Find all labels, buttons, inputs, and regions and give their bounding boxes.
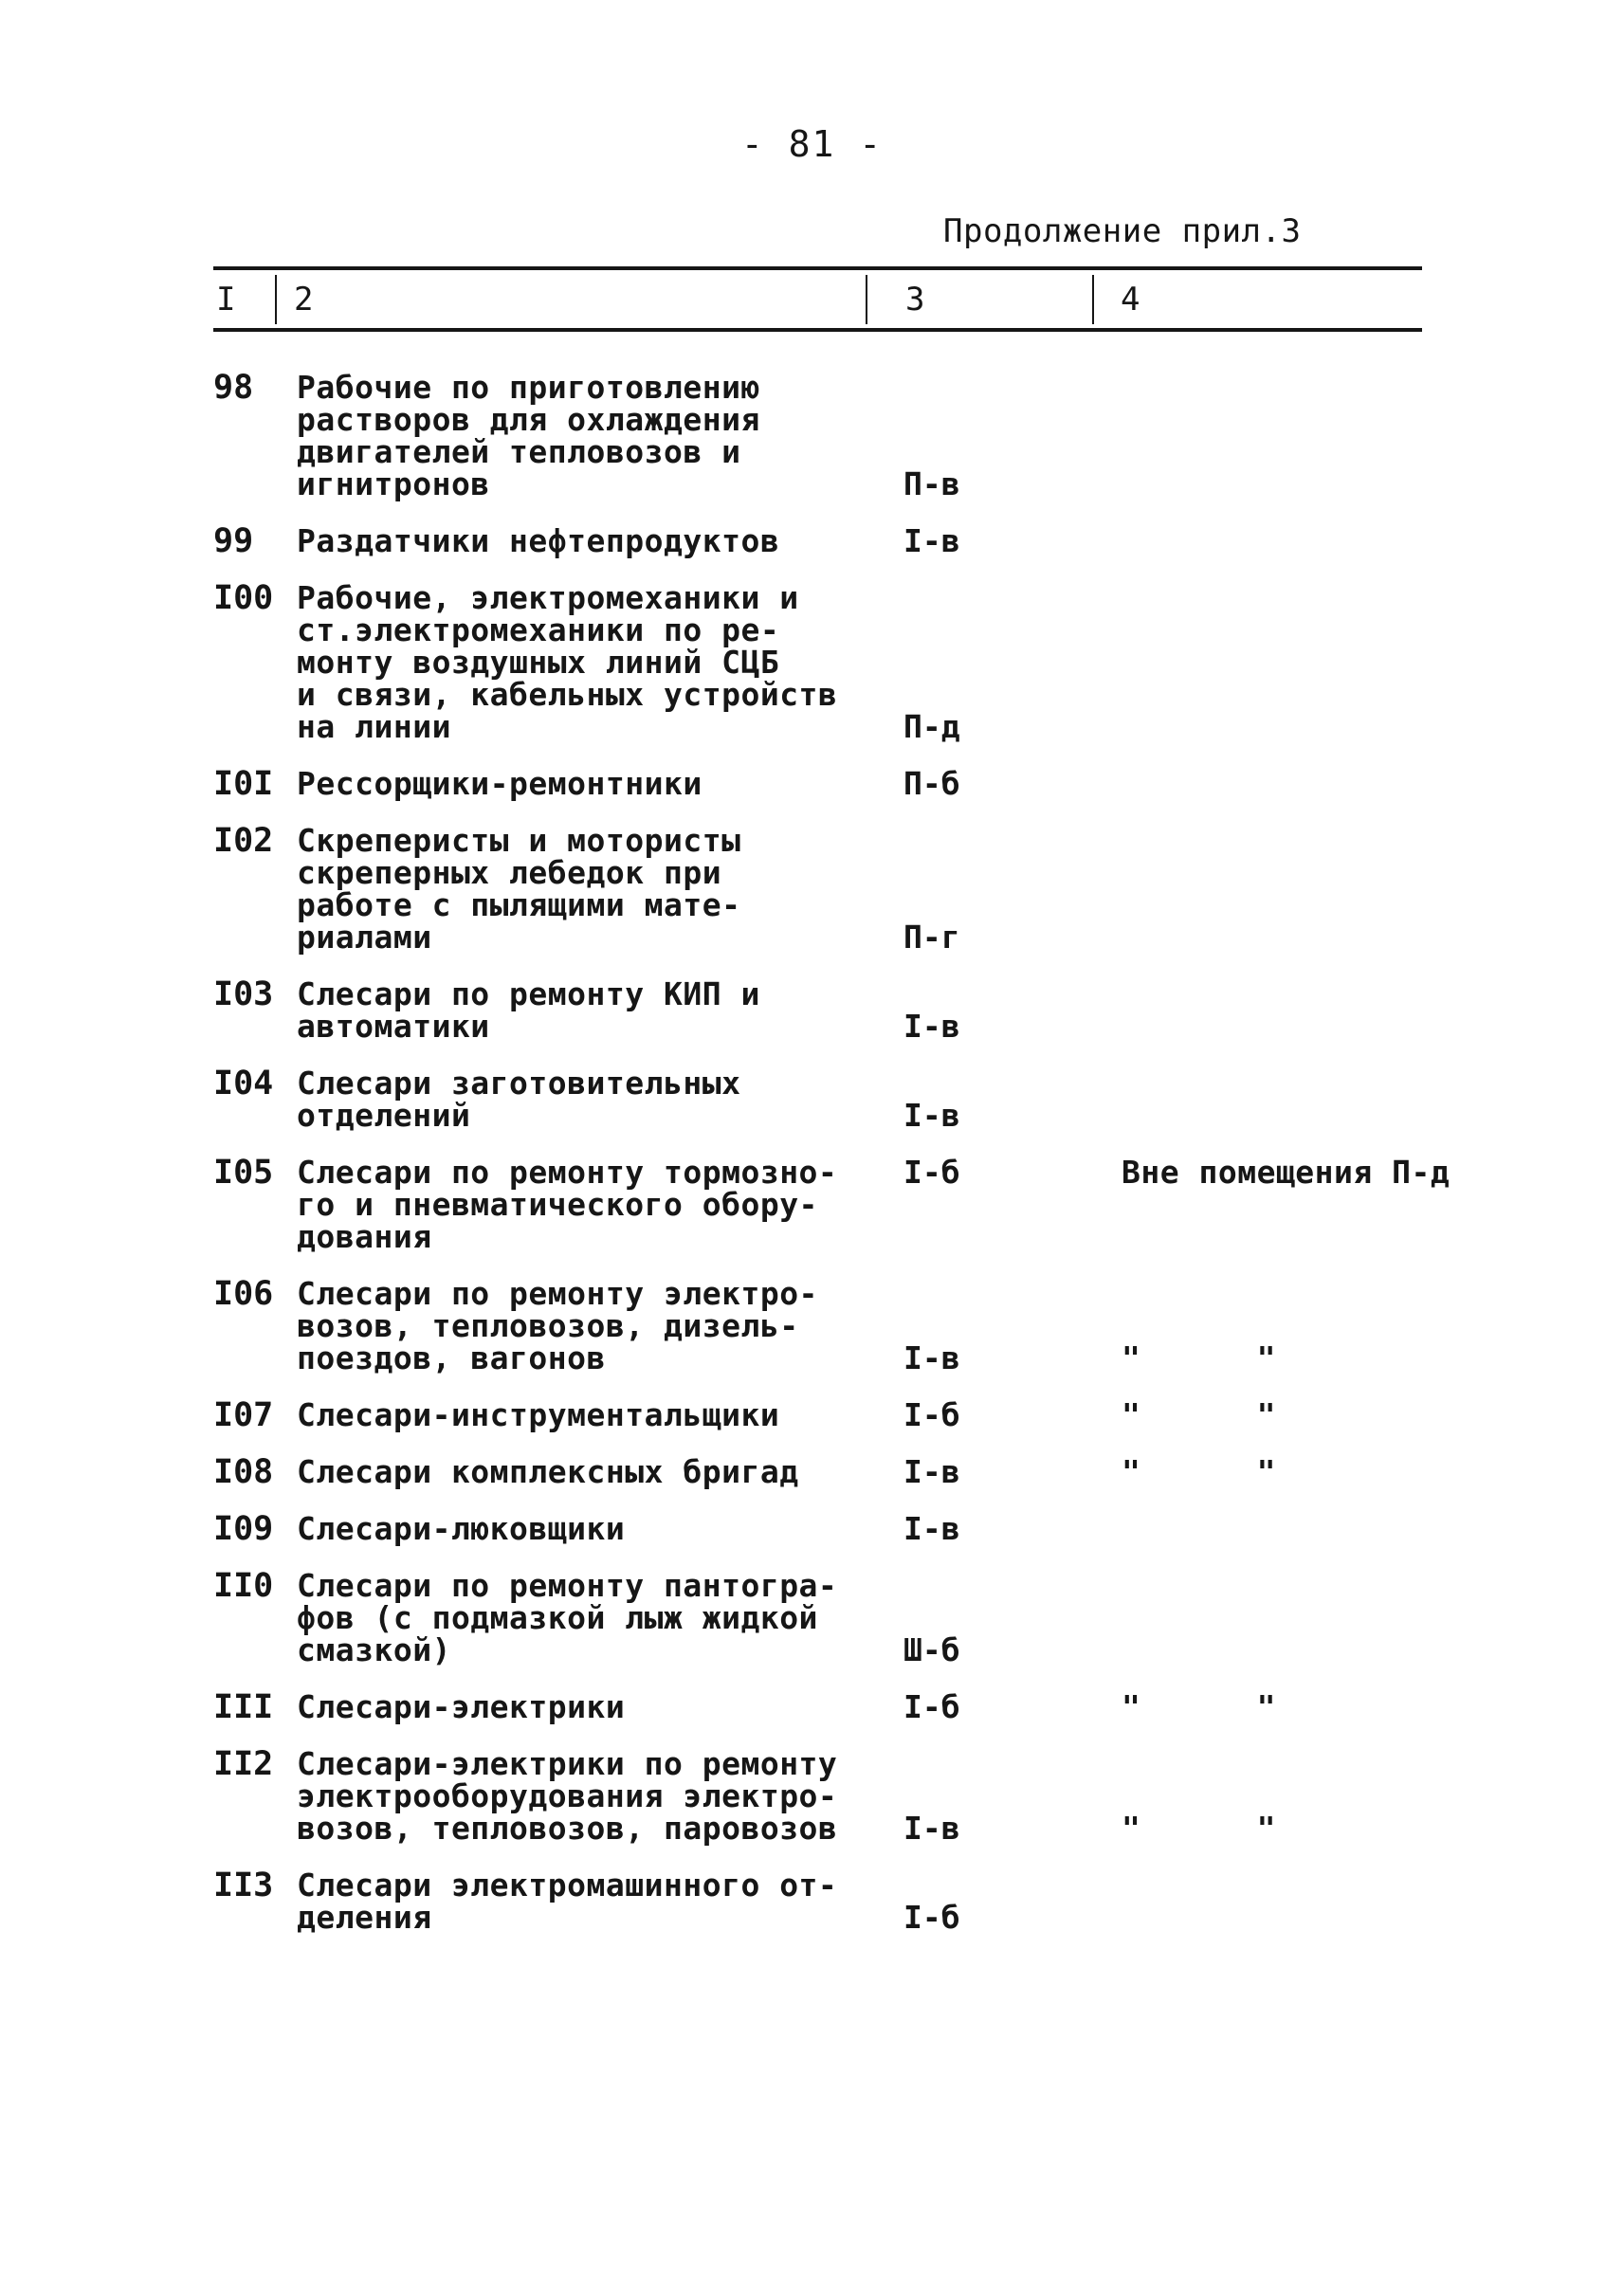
continuation-caption: Продолжение прил.3: [943, 212, 1302, 250]
row-occupation: Слесари по ремонту пантогра- фов (с подмазкой лыж жидкой смазкой): [297, 1567, 838, 1668]
row-number: I03: [213, 975, 274, 1013]
row-category: I-в: [903, 1510, 960, 1547]
table-row: [213, 822, 1465, 956]
row-note: " ": [1122, 1688, 1276, 1725]
row-occupation: Скреперисты и мотористы скреперных лебедок при работе с пылящими мате- риалами: [297, 822, 741, 956]
row-category: I-б: [903, 1396, 960, 1433]
header-divider-2: [866, 275, 867, 324]
row-occupation: Слесари по ремонту тормозно- го и пневматического обору- дования: [297, 1154, 838, 1255]
table-row: [213, 765, 1465, 803]
row-occupation: Слесари заготовительных отделений: [297, 1065, 741, 1134]
row-category: I-в: [903, 1008, 960, 1045]
row-category: I-в: [903, 1453, 960, 1490]
row-number: II0: [213, 1567, 274, 1605]
row-category: Ш-б: [903, 1631, 960, 1668]
row-category: I-б: [903, 1899, 960, 1936]
row-category: I-в: [903, 522, 960, 559]
column-header-2: 2: [294, 281, 314, 319]
table-row: [213, 579, 1465, 745]
row-number: I09: [213, 1510, 274, 1548]
row-number: I06: [213, 1275, 274, 1313]
row-note: Вне помещения П-д: [1122, 1154, 1451, 1191]
row-occupation: Рабочие по приготовлению растворов для охлаждения двигателей тепловозов и игнитронов: [297, 369, 760, 502]
row-category: I-в: [903, 1810, 960, 1847]
row-number: I07: [213, 1396, 274, 1434]
row-category: I-б: [903, 1688, 960, 1725]
column-header-4: 4: [1121, 281, 1140, 319]
row-occupation: Слесари электромашинного от- деления: [297, 1867, 838, 1936]
table-row: [213, 1067, 1465, 1132]
row-occupation: Слесари по ремонту электро- возов, тепловозов, дизель- поездов, вагонов: [297, 1275, 818, 1376]
row-number: I05: [213, 1154, 274, 1192]
row-note: " ": [1122, 1453, 1276, 1490]
row-number: 98: [213, 369, 254, 407]
row-number: I00: [213, 579, 274, 617]
table-header-bottom-rule: [213, 328, 1422, 332]
row-occupation: Слесари-электрики по ремонту электрооборудования электро- возов, тепловозов, паровозов: [297, 1745, 838, 1847]
row-category: I-б: [903, 1154, 960, 1191]
table-top-rule: [213, 266, 1422, 270]
table-row: [213, 1869, 1465, 1934]
table-body: [213, 369, 1465, 1958]
column-header-3: 3: [905, 281, 925, 319]
row-number: I0I: [213, 765, 274, 803]
row-number: II3: [213, 1867, 274, 1904]
row-note: " ": [1122, 1810, 1276, 1847]
row-number: III: [213, 1688, 274, 1726]
table-row: [213, 522, 1465, 560]
row-occupation: Слесари-инструментальщики: [297, 1396, 780, 1433]
row-occupation: Рабочие, электромеханики и ст.электромеханики по ре- монту воздушных линий СЦБ и связи, кабельных устройств на линии: [297, 579, 838, 745]
column-header-1: I: [216, 281, 236, 319]
header-divider-3: [1092, 275, 1094, 324]
table-row: [213, 369, 1465, 502]
header-divider-1: [275, 275, 277, 324]
table-row: [213, 1745, 1465, 1847]
row-occupation: Слесари по ремонту КИП и автоматики: [297, 975, 760, 1045]
table-row: [213, 1567, 1465, 1668]
table-row: [213, 975, 1465, 1045]
page-number: - 81 -: [740, 123, 884, 165]
table-row: [213, 1510, 1465, 1548]
row-category: П-г: [903, 919, 960, 956]
table-row: [213, 1688, 1465, 1726]
table-row: [213, 1154, 1465, 1255]
row-note: " ": [1122, 1339, 1276, 1376]
row-number: II2: [213, 1745, 274, 1783]
row-number: I08: [213, 1453, 274, 1491]
row-category: П-в: [903, 465, 960, 502]
row-occupation: Рессорщики-ремонтники: [297, 765, 703, 802]
row-number: I02: [213, 822, 274, 860]
table-row: [213, 1453, 1465, 1491]
row-occupation: Слесари-люковщики: [297, 1510, 626, 1547]
table-row: [213, 1275, 1465, 1376]
row-note: " ": [1122, 1396, 1276, 1433]
row-occupation: Слесари комплексных бригад: [297, 1453, 799, 1490]
row-category: I-в: [903, 1339, 960, 1376]
row-occupation: Слесари-электрики: [297, 1688, 626, 1725]
row-number: 99: [213, 522, 254, 560]
row-category: П-б: [903, 765, 960, 802]
row-number: I04: [213, 1065, 274, 1102]
row-occupation: Раздатчики нефтепродуктов: [297, 522, 780, 559]
row-category: П-д: [903, 708, 960, 745]
row-category: I-в: [903, 1097, 960, 1134]
table-row: [213, 1396, 1465, 1434]
